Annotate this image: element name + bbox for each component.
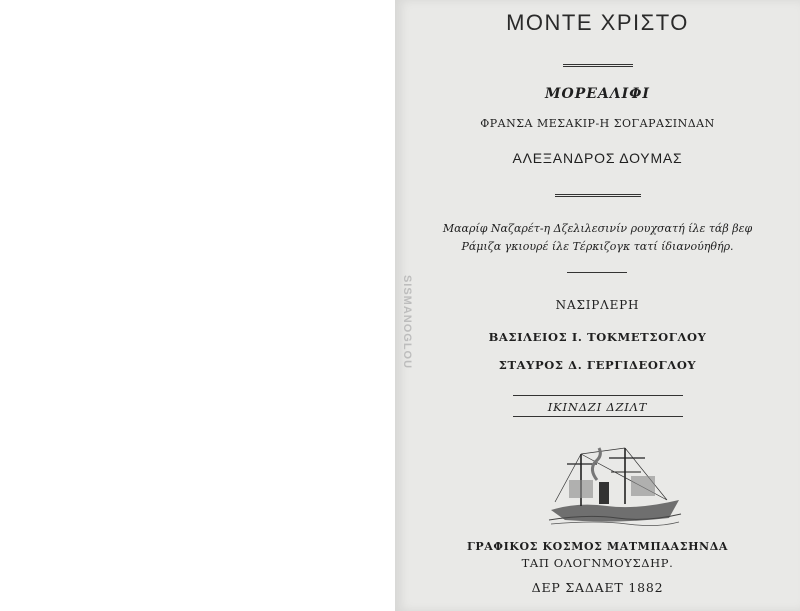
library-stamp (397, 260, 415, 390)
notice-line-2: Ράμιζα γκιουρέ ίλε Τέρκιζογκ τατί ίδιανούηθήρ. (461, 240, 734, 253)
genre-label: ΜΟΡΕΑΛΙΦΙ (545, 86, 650, 102)
title-page (395, 0, 800, 611)
stamp-text: SISMANOGLOU (401, 274, 413, 370)
divider-rule (567, 272, 627, 273)
description-line: ΦΡΑΝΣΑ ΜΕΣΑΚΙΡ-Η ΣΟΓΑΡΑΣΙΝΔΑΝ (480, 117, 715, 130)
printer-location: ΤΑΠ ΟΛΟΓΝΜΟΥΣΔΗΡ. (521, 556, 674, 570)
publishers-heading: ΝΑΣΙΡΛΕΡΗ (555, 298, 640, 312)
author-name: ΑΛΕΞΑΝΔΡΟΣ ΔΟΥΜΑΣ (512, 150, 683, 166)
publisher-name: ΒΑΣΙΛΕΙΟΣ Ι. ΤΟΚΜΕΤΣΟΓΛΟΥ (488, 330, 707, 344)
volume-label: ΙΚΙΝΔΖΙ ΔΖΙΛΤ (547, 400, 648, 414)
notice-line-1: Μααρίφ Ναζαρέτ-η Δζελιλεσινίν ρουχσατή ίλε τάβ βεφ (442, 222, 753, 235)
steamship-engraving (547, 440, 683, 530)
publisher-name: ΣΤΑΥΡΟΣ Δ. ΓΕΡΓΙΔΕΟΓΛΟΥ (498, 358, 697, 372)
blank-left-page (0, 0, 395, 611)
divider-rule (555, 194, 641, 197)
printer-name: ΓΡΑΦΙΚΟΣ ΚΟΣΜΟΣ ΜΑΤΜΠΑΑΣΗΝΔΑ (466, 540, 728, 553)
divider-rule (563, 64, 633, 67)
publication-date: ΔΕΡ ΣΑΔΑΕΤ 1882 (531, 580, 664, 595)
book-title: ΜΟΝΤΕ ΧΡΙΣΤΟ (506, 10, 689, 35)
